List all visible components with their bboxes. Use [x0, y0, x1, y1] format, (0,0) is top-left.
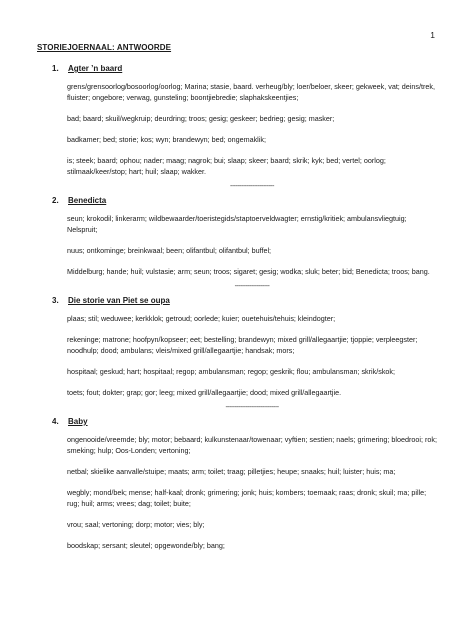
answer-paragraph: Middelburg; hande; huil; vulstasie; arm; seun; troos; sigaret; gesig; wodka; sluk; beter; bid; Benedicta; troos; bang. — [67, 267, 430, 276]
section-benedicta — [37, 196, 437, 290]
answer-paragraph: ongenooide/vreemde; bly; motor; bebaard; kulkunstenaar/towenaar; vyftien; sestien; naels; grimering; bloedrooi; rok; smeking; hulp; Oos-Londen; vertoning; — [67, 435, 437, 455]
answer-paragraph: grens/grensoorlog/bosoorlog/oorlog; Marina; stasie, baard. verheug/bly; loer/beloer, skeer; gekweek, vat; deins/trek, fluister; ongebore; verwag, gunsteling; boontjiebredie; slaphakskeentjies; — [67, 82, 435, 102]
section-heading — [52, 196, 437, 205]
section-title: Die storie van Piet se oupa — [68, 296, 170, 305]
section-baby — [37, 417, 437, 551]
answer-paragraph: netbal; skielike aanvalle/stuipe; maats; arm; toilet; traag; pilletjies; heupe; snaaks; huil; luister; huis; ma; — [67, 467, 396, 476]
answer-paragraph: is; steek; baard; ophou; nader; maag; nagrok; bui; slaap; skeer; baard; skrik; kyk; bed; vertel; oorlog; stilmaak/keer/stop; hart; huil; slaap; wakker. — [67, 156, 386, 176]
answer-paragraph: hospitaal; geskud; hart; hospitaal; regop; ambulansman; regop; geskrik; flou; ambulansman; skrik/skok; — [67, 367, 395, 376]
section-number: 4. — [52, 417, 59, 426]
section-heading — [52, 64, 437, 73]
answer-paragraph: vrou; saal; vertoning; dorp; motor; vies; bly; — [67, 520, 205, 529]
answer-paragraph: rekeninge; matrone; hoofpyn/kopseer; eet; bestelling; brandewyn; mixed grill/allegaartjie; tjoppie; verpleegster; noodhulp; dood; ambulans; vleis/mixed grill/allegaartjie; handsak; mors; — [67, 335, 418, 355]
section-die-storie-van-piet-se-oupa — [37, 296, 437, 411]
section-heading — [52, 417, 437, 426]
section-title: Agter ’n baard — [68, 64, 123, 73]
answer-paragraph: bad; baard; skuil/wegkruip; deurdring; troos; gesig; geskeer; bedrieg; gesig; masker; — [67, 114, 335, 123]
section-title: Baby — [68, 417, 88, 426]
answer-paragraph: nuus; ontkominge; breinkwaal; been; olifantbul; olifantbul; buffel; — [67, 246, 272, 255]
section-separator: ------------------------ — [230, 183, 274, 190]
answer-paragraph: wegbly; mond/bek; mense; half-kaal; dronk; grimering; jonk; huis; kombers; toemaak; raas; dronk; skuil; ma; pille; rug; huil; arms; vrees; dag; toilet; buite; — [67, 488, 427, 508]
answer-paragraph: seun; krokodil; linkerarm; wildbewaarder/toeristegids/staptoerveldwagter; ernstig/kritiek; ambulansvliegtuig; Nelspruit; — [67, 214, 407, 234]
section-separator: ------------------- — [234, 283, 270, 290]
section-separator: ----------------------------- — [225, 404, 279, 411]
page-number: 1 — [430, 30, 435, 40]
section-number: 1. — [52, 64, 59, 73]
document-title: STORIEJOERNAAL: ANTWOORDE — [37, 43, 172, 52]
answer-paragraph: plaas; stil; weduwee; kerkklok; getroud; oorlede; kuier; ouetehuis/tehuis; kleindogter; — [67, 314, 336, 323]
section-agter-n-baard — [37, 64, 437, 190]
section-number: 2. — [52, 196, 59, 205]
section-heading — [52, 296, 437, 305]
section-number: 3. — [52, 296, 59, 305]
answer-paragraph: badkamer; bed; storie; kos; wyn; brandewyn; bed; ongemaklik; — [67, 135, 266, 144]
document-content — [37, 58, 437, 561]
answer-paragraph: toets; fout; dokter; grap; gor; leeg; mixed grill/allegaartjie; dood; mixed grill/allegaartjie. — [67, 388, 342, 397]
answer-paragraph: boodskap; sersant; sleutel; opgewonde/bly; bang; — [67, 541, 225, 550]
section-title: Benedicta — [68, 196, 107, 205]
